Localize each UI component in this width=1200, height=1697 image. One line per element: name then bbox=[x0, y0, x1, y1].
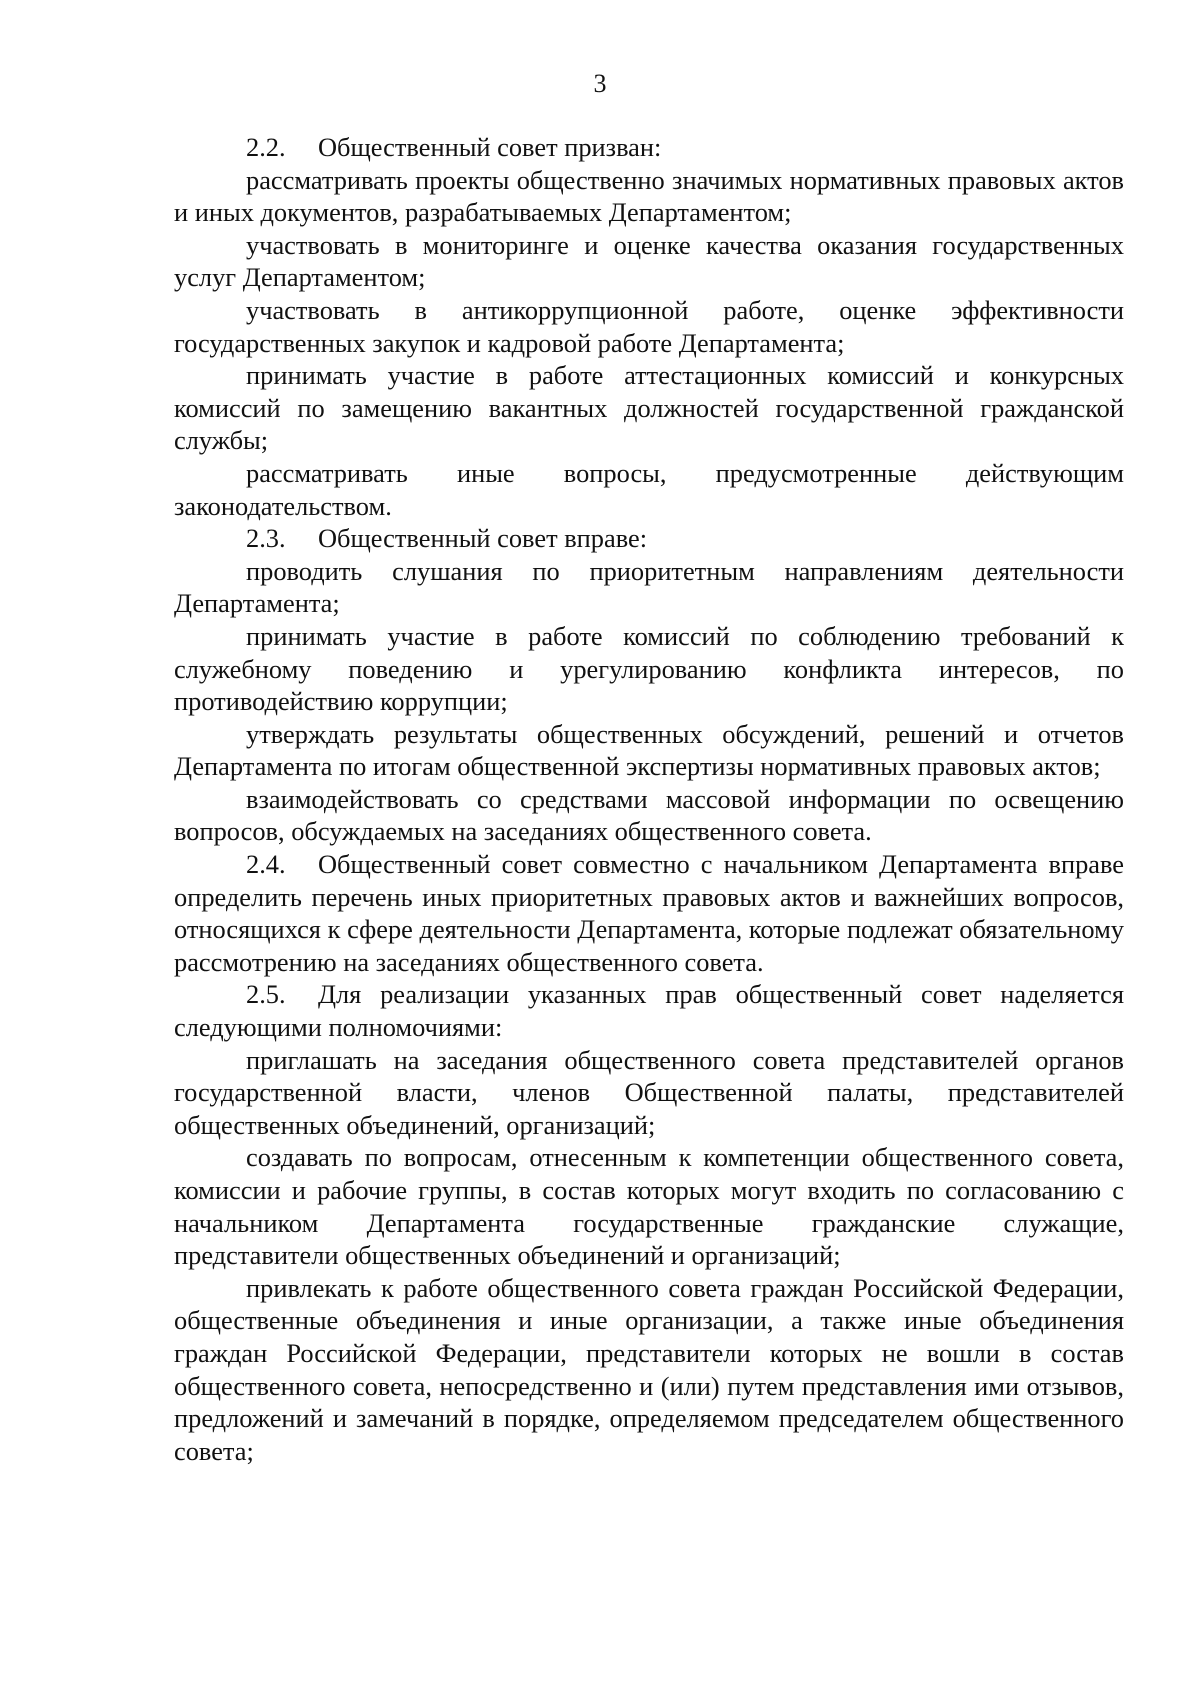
paragraph-text: участвовать в антикоррупционной работе, оценке эффективности государственных закупок и кадровой работе Департамента; bbox=[174, 294, 1124, 358]
section-number: 2.4. bbox=[246, 849, 286, 880]
paragraph bbox=[174, 620, 1124, 718]
paragraph-text: создавать по вопросам, отнесенным к компетенции общественного совета, комиссии и рабочие группы, в состав которых могут входить по согласованию с начальником Департамента государственные гражданские служащие, представители общественных объединений и организаций; bbox=[174, 1142, 1124, 1271]
section-2-5 bbox=[174, 978, 1124, 1043]
paragraph-text: принимать участие в работе комиссий по соблюдению требований к служебному поведению и урегулированию конфликта интересов, по противодействию коррупции; bbox=[174, 620, 1124, 717]
paragraph-text: Общественный совет вправе: bbox=[318, 523, 648, 554]
paragraph bbox=[174, 783, 1124, 848]
paragraph-text: участвовать в мониторинге и оценке качества оказания государственных услуг Департаментом; bbox=[174, 229, 1124, 293]
section-2-4 bbox=[174, 848, 1124, 978]
paragraph-text: Общественный совет призван: bbox=[318, 132, 662, 162]
section-heading-2-2 bbox=[174, 131, 1124, 164]
paragraph-text: рассматривать проекты общественно значимых нормативных правовых актов и иных документов, разрабатываемых Департаментом; bbox=[174, 164, 1124, 228]
page-number: 3 bbox=[593, 69, 607, 98]
paragraph bbox=[174, 164, 1124, 229]
paragraph bbox=[174, 1141, 1124, 1271]
paragraph-text: привлекать к работе общественного совета граждан Российской Федерации, общественные объединения и иные организации, а также иные объединения граждан Российской Федерации, представители которых не вошли в состав общественного совета, непосредственно и (или) путем представления ими отзывов, предложений и замечаний в порядке, определяемом председателем общественного совета; bbox=[174, 1272, 1124, 1466]
paragraph-text: приглашать на заседания общественного совета представителей органов государственной власти, членов Общественной палаты, представителей общественных объединений, организаций; bbox=[174, 1044, 1124, 1140]
section-number: 2.2. bbox=[246, 132, 286, 162]
paragraph-text: проводить слушания по приоритетным направлениям деятельности Департамента; bbox=[174, 555, 1124, 619]
paragraph-text: Общественный совет совместно с начальником Департамента вправе определить перечень иных приоритетных правовых актов и важнейших вопросов, относящихся к сфере деятельности Департамента, которые подлежат обязательному рассмотрению на заседаниях общественного совета. bbox=[174, 849, 1124, 977]
section-number: 2.5. bbox=[246, 979, 286, 1010]
paragraph bbox=[174, 359, 1124, 457]
section-number: 2.3. bbox=[246, 523, 286, 554]
document-body bbox=[174, 131, 1124, 1467]
paragraph-text: рассматривать иные вопросы, предусмотренные действующим законодательством. bbox=[174, 457, 1124, 521]
section-heading-2-3 bbox=[174, 522, 1124, 555]
paragraph bbox=[174, 457, 1124, 522]
paragraph-text: Для реализации указанных прав общественный совет наделяется следующими полномочиями: bbox=[174, 979, 1124, 1043]
paragraph bbox=[174, 294, 1124, 359]
paragraph-text: принимать участие в работе аттестационных комиссий и конкурсных комиссий по замещению вакантных должностей государственной гражданской службы; bbox=[174, 360, 1124, 456]
paragraph bbox=[174, 718, 1124, 783]
paragraph-text: взаимодействовать со средствами массовой информации по освещению вопросов, обсуждаемых на заседаниях общественного совета. bbox=[174, 783, 1124, 847]
paragraph bbox=[174, 229, 1124, 294]
paragraph bbox=[174, 555, 1124, 620]
paragraph bbox=[174, 1044, 1124, 1142]
paragraph-text: утверждать результаты общественных обсуждений, решений и отчетов Департамента по итогам общественной экспертизы нормативных правовых актов; bbox=[174, 718, 1124, 782]
paragraph bbox=[174, 1272, 1124, 1468]
